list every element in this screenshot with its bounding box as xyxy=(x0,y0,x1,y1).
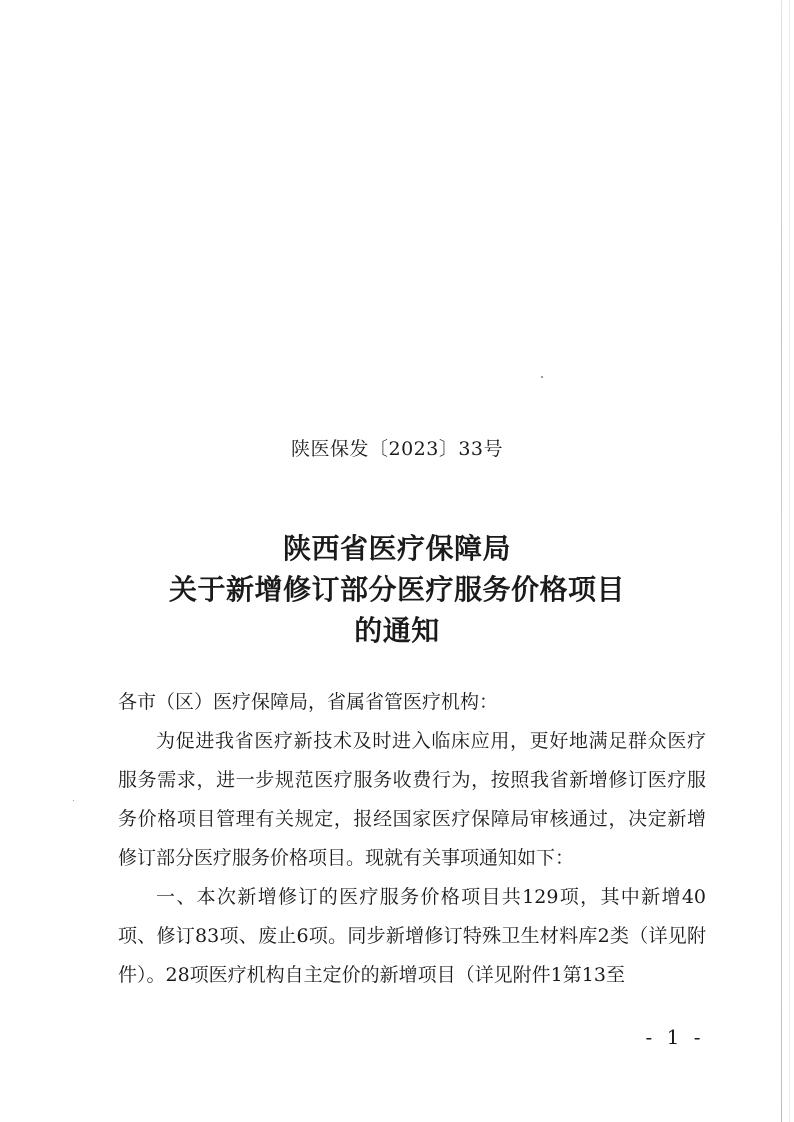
title-line-1: 陕西省医疗保障局 xyxy=(282,532,511,565)
document-title xyxy=(0,528,794,651)
paragraph-intro: 为促进我省医疗新技术及时进入临床应用，更好地满足群众医疗服务需求，进一步规范医疗服务收费行为，按照我省新增修订医疗服务价格项目管理有关规定，报经国家医疗保障局审核通过，决定新增修订部分医疗服务价格项目。现就有关事项通知如下： xyxy=(118,730,706,869)
document-number: 陕医保发〔2023〕33号 xyxy=(290,438,504,460)
document-body xyxy=(118,683,706,995)
title-line-3: 的通知 xyxy=(354,614,440,647)
salutation: 各市（区）医疗保障局，省属省管医疗机构： xyxy=(118,691,499,713)
scan-speck xyxy=(73,800,74,801)
page-number: - 1 - xyxy=(645,1025,705,1049)
title-line-2: 关于新增修订部分医疗服务价格项目 xyxy=(168,573,625,606)
paragraph-item-1: 一、本次新增修订的医疗服务价格项目共129项，其中新增40项、修订83项、废止6项。同步新增修订特殊卫生材料库2类（详见附件）。28项医疗机构自主定价的新增项目（详见附件1第13至 xyxy=(118,886,706,986)
scan-speck xyxy=(541,376,543,378)
